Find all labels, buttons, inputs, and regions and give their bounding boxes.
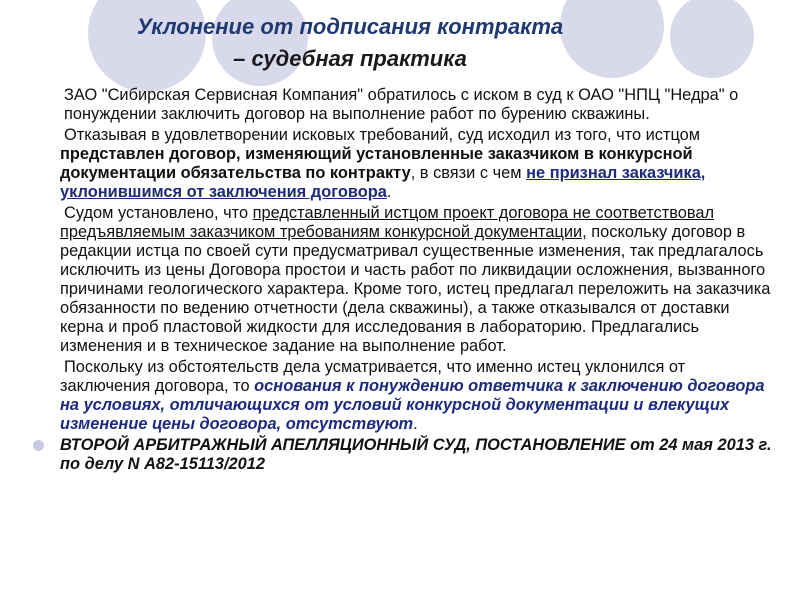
conclusion-text: Поскольку из обстоятельств дела усматривается, что именно истец уклонился от заключения договора, то (60, 358, 686, 395)
conclusion-end: . (413, 415, 418, 433)
slide-body (60, 86, 772, 476)
findings-text: Судом установлено, что (64, 204, 253, 222)
refusal-highlight: не признал заказчика, уклонившимся от заключения договора (60, 164, 706, 201)
refusal-bold: представлен договор, изменяющий установленные заказчиком в конкурсной документации обязательства по контракту (60, 145, 693, 182)
paragraph-conclusion (60, 358, 772, 434)
refusal-text-2: , в связи с чем (410, 164, 527, 182)
slide-title: Уклонение от подписания контракта (136, 14, 564, 39)
citation-text: ВТОРОЙ АРБИТРАЖНЫЙ АПЕЛЛЯЦИОННЫЙ СУД, ПОСТАНОВЛЕНИЕ от 24 мая 2013 г. по делу N А82-15113/2012 (60, 436, 772, 473)
decor-circle (670, 0, 754, 78)
decor-circle (212, 0, 308, 86)
paragraph-court-findings (60, 204, 772, 356)
citation-item (60, 436, 772, 474)
claim-text: ЗАО "Сибирская Сервисная Компания" обратилось с иском в суд к ОАО "НПЦ "Недра" о понуждении заключить договор на выполнение работ по бурению скважины. (64, 86, 739, 123)
conclusion-highlight: основания к понуждению ответчика к заключению договора на условиях, отличающихся от условий конкурсной документации и влекущих изменение цены договора, отсутствуют (60, 377, 765, 433)
refusal-end: . (386, 183, 392, 201)
bullet-icon (33, 440, 44, 451)
findings-underline: представленный истцом проект договора не соответствовал предъявляемым заказчиком требованиям конкурсной документации, (60, 204, 715, 241)
refusal-text: Отказывая в удовлетворении исковых требований, суд исходил из того, что истцом (64, 126, 701, 144)
findings-text-2: поскольку договор в редакции истца по своей сути предусматривал существенные изменения, так предлагалось исключить из цены Договора простои и часть работ по ликвидации осложнения, вызванного причинами геологического характера. Кроме того, истец предлагал переложить на заказчика обязанности по ведению отчетности (дела скважины), а также отказывался от доставки керна и проб пластовой жидкости для исследования в лабораторию. Предлагались изменения и в техническое задание на выполнение работ. (60, 223, 771, 355)
slide-subtitle: – судебная практика (233, 46, 467, 71)
paragraph-refusal (60, 126, 772, 202)
paragraph-claim (60, 86, 772, 124)
